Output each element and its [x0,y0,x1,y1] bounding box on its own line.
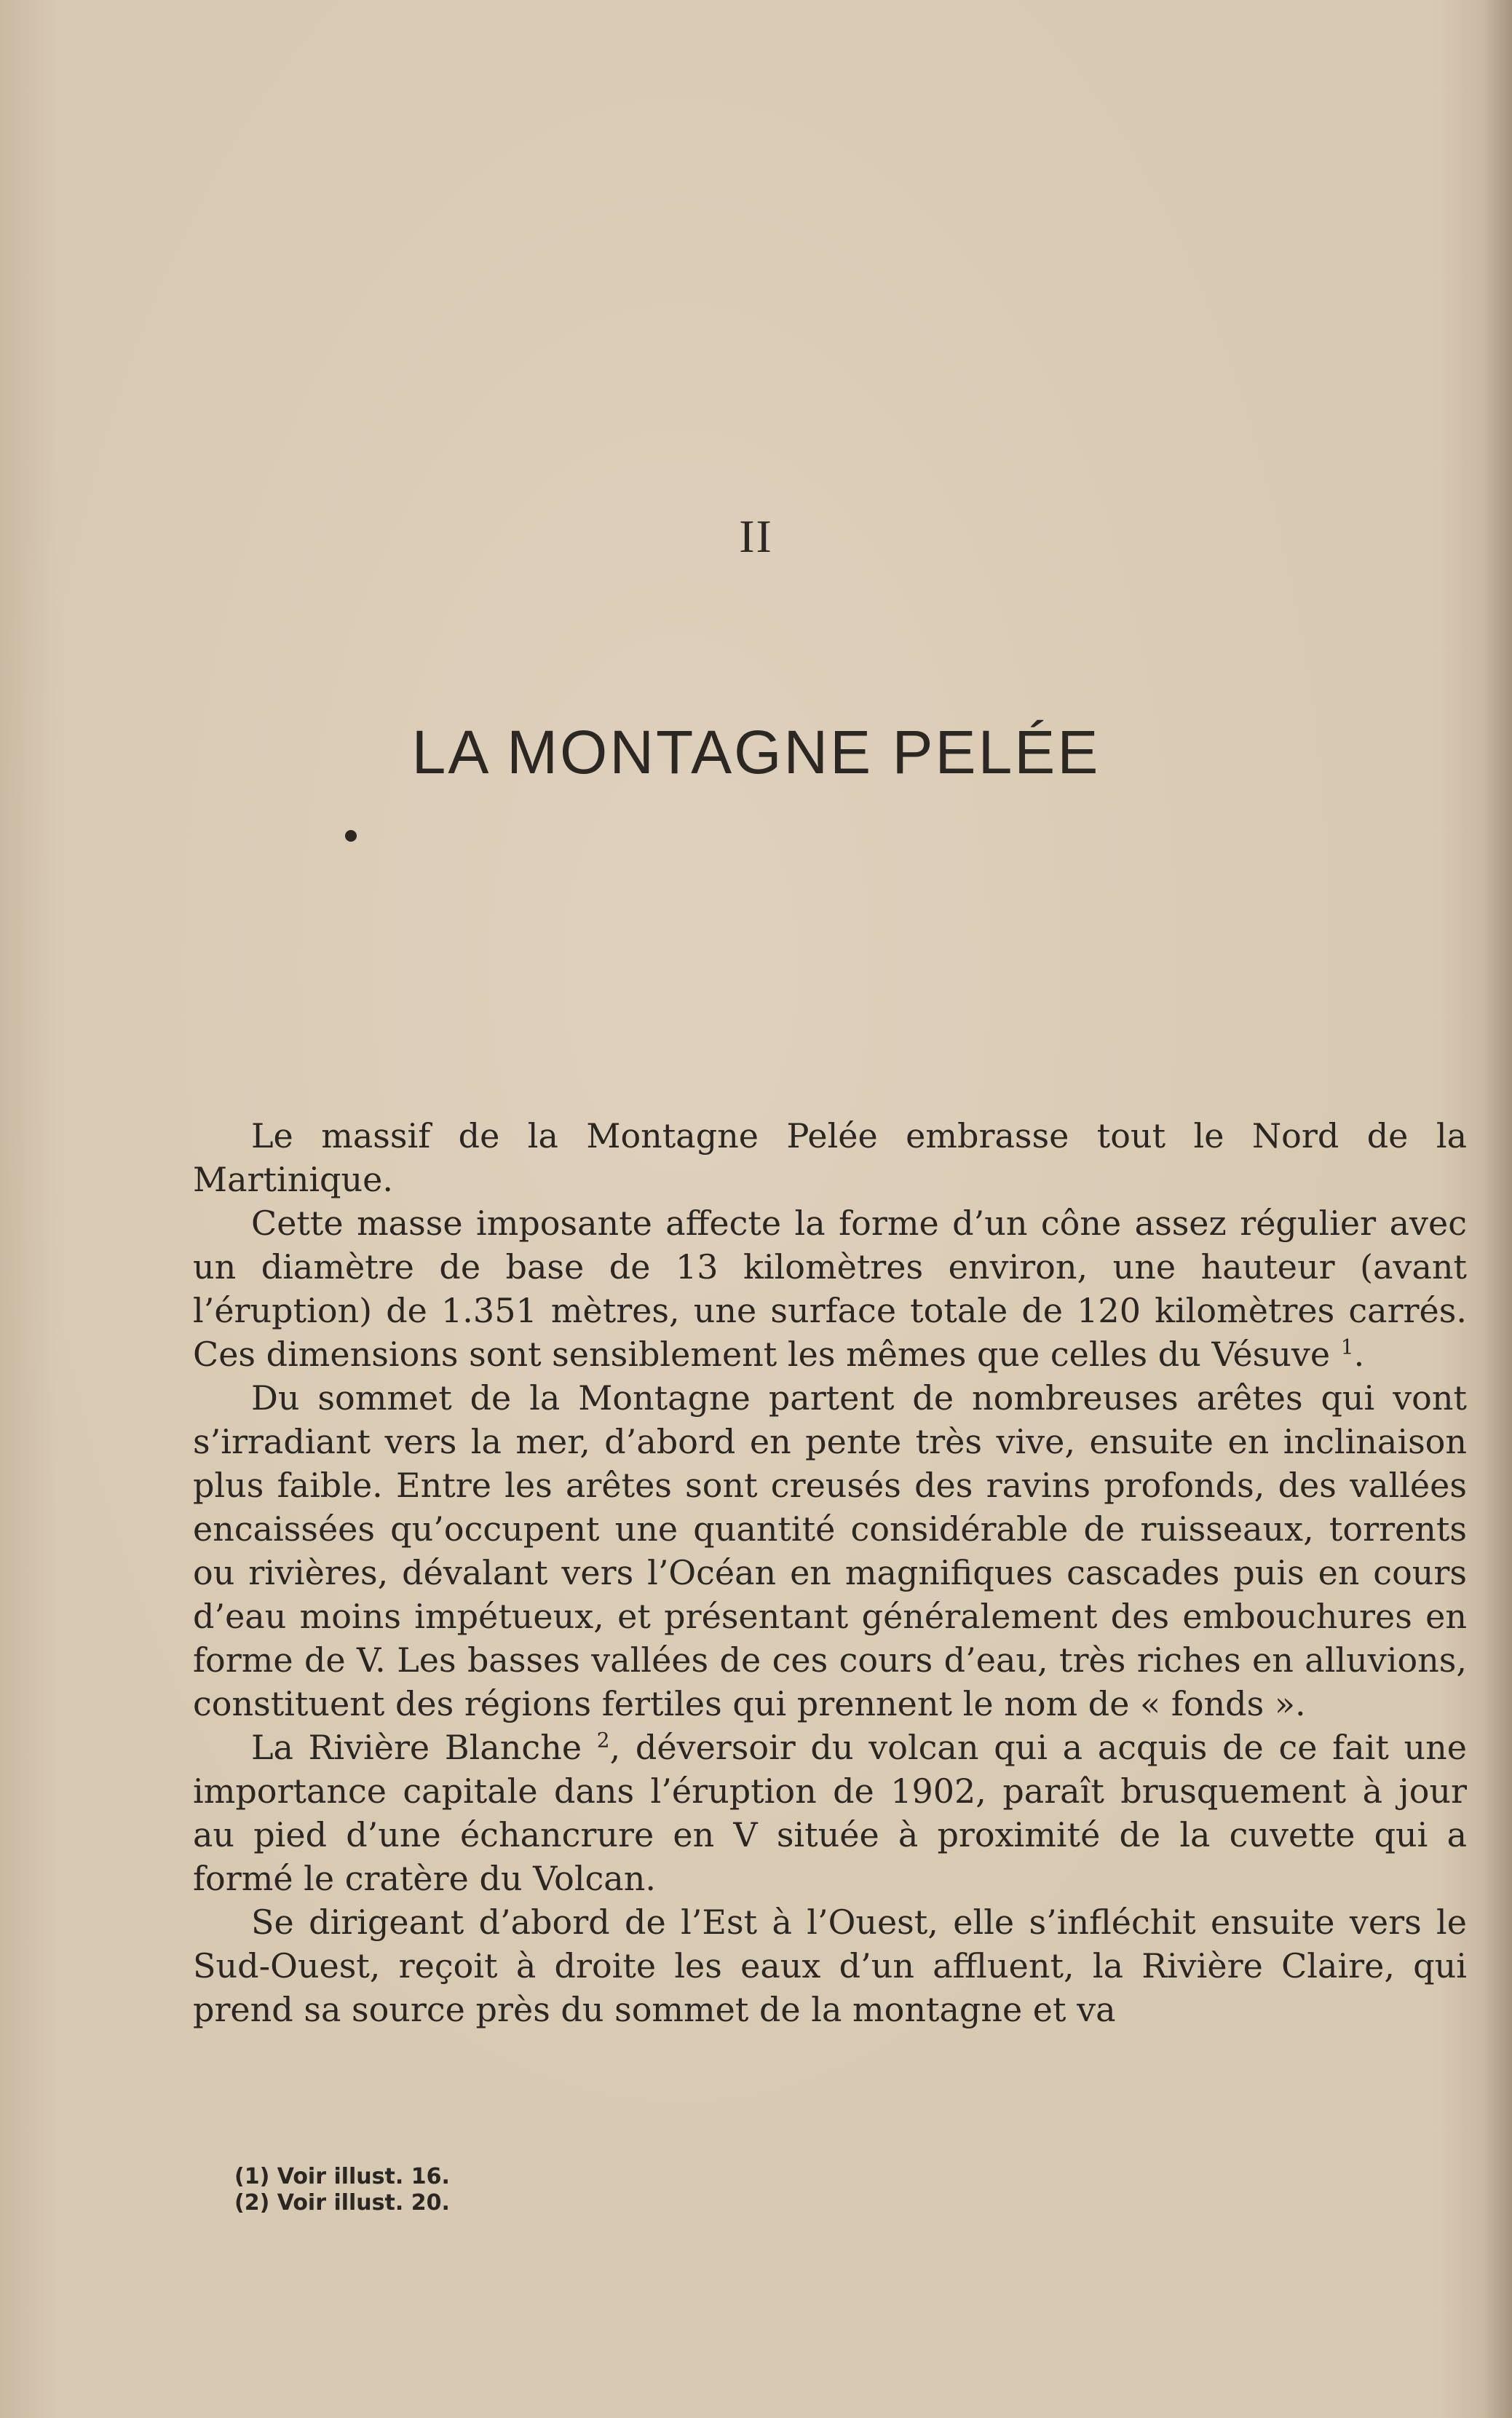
footnote-ref-2: 2 [596,1728,610,1753]
footnote-1: (1) Voir illust. 16. [234,2164,450,2189]
footnote-2: (2) Voir illust. 20. [234,2190,450,2216]
chapter-number: II [739,510,773,562]
ink-speck [345,830,357,842]
paragraph-4 [193,1726,1467,1900]
body-text [193,1114,1467,2031]
paragraph-2-text: Cette masse imposante affecte la forme d’un cône assez régulier avec un diamètre de base de 13 kilomètres environ, une hauteur (avant l’éruption) de 1.351 mètres, une surface totale de 120 kilomètres carrés. Ces dimensions sont sensiblement les mêmes que celles du Vésuve [193,1204,1467,1374]
footnote-ref-1: 1 [1340,1335,1354,1359]
footnotes [234,2164,890,2216]
paragraph-2-end: . [1353,1335,1365,1374]
paragraph-1: Le massif de la Montagne Pelée embrasse tout le Nord de la Martinique. [193,1116,1467,1199]
chapter-title: LA MONTAGNE PELÉE [411,718,1101,786]
paragraph-2 [193,1201,1467,1376]
paragraph-3: Du sommet de la Montagne partent de nombreuses arêtes qui vont s’irradiant vers la mer, d’abord en pente très vive, ensuite en inclinaison plus faible. Entre les arêtes sont creusés des ravins profonds, des vallées encaissées qu’occupent une quantité considérable de ruisseaux, torrents ou rivières, dévalant vers l’Océan en magnifiques cascades puis en cours d’eau moins impétueux, et présentant généralement des embouchures en forme de V. Les basses vallées de ces cours d’eau, très riches en alluvions, constituent des régions fertiles qui prennent le nom de « fonds ». [193,1378,1467,1723]
paragraph-4-start: La Rivière Blanche [251,1728,582,1767]
paragraph-4-text: , déversoir du volcan qui a acquis de ce fait une importance capitale dans l’éruption de 1902, paraît brusquement à jour au pied d’une échancrure en V située à proximité de la cuvette qui a formé le cratère du Volcan. [193,1728,1468,1898]
page-edge-shadow [1483,0,1512,2418]
paragraph-5: Se dirigeant d’abord de l’Est à l’Ouest, elle s’infléchit ensuite vers le Sud-Ouest, reçoit à droite les eaux d’un affluent, la Rivière Claire, qui prend sa source près du sommet de la montagne et va [193,1903,1467,2029]
